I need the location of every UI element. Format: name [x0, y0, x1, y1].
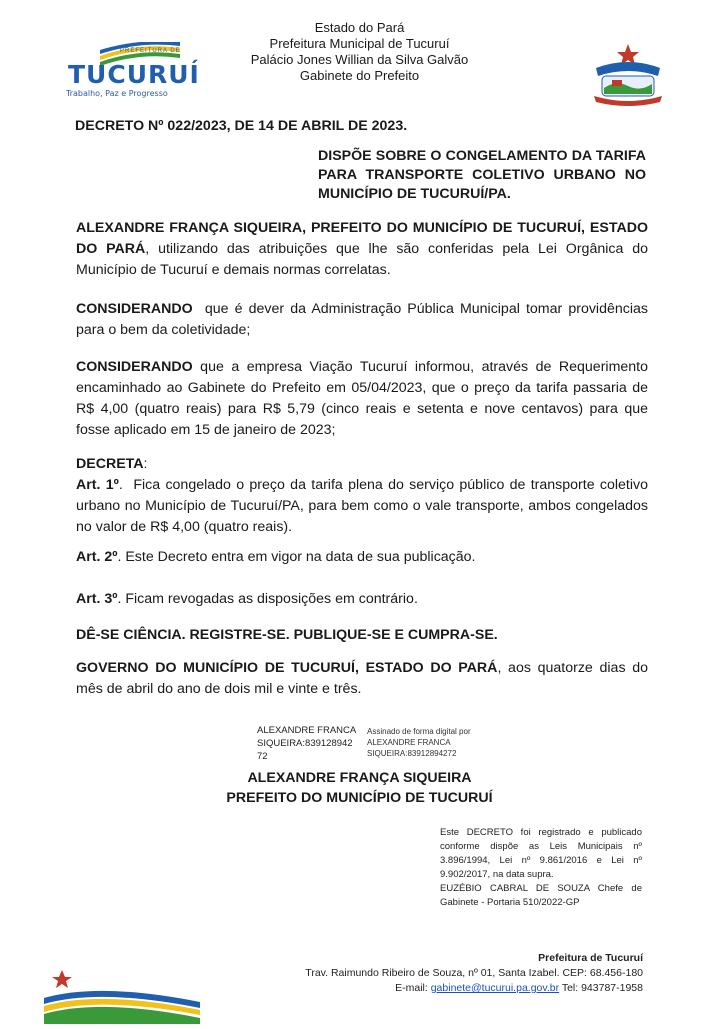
footer-email-link[interactable]: gabinete@tucurui.pa.gov.br: [430, 982, 560, 994]
footer-email-label: E-mail:: [395, 982, 431, 994]
article-1-text: . Fica congelado o preço da tarifa plena do serviço público de transporte coletivo urbano no Município de Tucuruí/PA, para bem como o vale transporte, ambos congelados no valor de R$ 4,00 (quatro reais).: [76, 477, 652, 535]
header-line-state: Estado do Pará: [314, 20, 405, 35]
signer-name: ALEXANDRE FRANÇA SIQUEIRA: [247, 770, 472, 786]
logo-word: TUCURUÍ: [68, 60, 200, 89]
article-3: [76, 589, 648, 610]
decreta-section: [76, 454, 652, 538]
closing-statement: DÊ-SE CIÊNCIA. REGISTRE-SE. PUBLIQUE-SE E CUMPRA-SE.: [76, 627, 498, 643]
registry-text: Este DECRETO foi registrado e publicado conforme dispõe as Leis Municipais nº 3.896/1994, Lei nº 9.861/2016 e Lei nº 9.902/2017, na data supra.: [440, 827, 642, 880]
coat-of-arms-icon: [588, 42, 668, 108]
footer-contact-line: [305, 981, 643, 996]
preamble-bold: ALEXANDRE FRANÇA SIQUEIRA, PREFEITO DO MUNICÍPIO DE TUCURUÍ, ESTADO DO PARÁ: [76, 220, 648, 257]
registry-note: [440, 826, 642, 910]
digital-signature-name: ALEXANDRE FRANCA SIQUEIRA:839128942 72: [257, 725, 356, 762]
decreta-colon: :: [143, 456, 148, 472]
article-3-text: . Ficam revogadas as disposições em contrário.: [117, 591, 418, 607]
government-bold: GOVERNO DO MUNICÍPIO DE TUCURUÍ, ESTADO DO PARÁ: [76, 660, 498, 676]
logo-tagline: Trabalho, Paz e Progresso: [66, 89, 168, 98]
tucurui-logo: [60, 42, 200, 102]
article-3-label: Art. 3º: [76, 591, 118, 607]
article-2-text: . Este Decreto entra em vigor na data de sua publicação.: [117, 549, 476, 565]
header-line-prefeitura: Prefeitura Municipal de Tucuruí: [269, 36, 450, 51]
preamble-paragraph: [76, 218, 648, 281]
signer-role: PREFEITO DO MUNICÍPIO DE TUCURUÍ: [226, 790, 493, 806]
decreta-label: DECRETA: [76, 456, 144, 472]
decree-title: DECRETO Nº 022/2023, DE 14 DE ABRIL DE 2023.: [75, 118, 408, 134]
footer-wave-icon: [40, 968, 200, 1024]
footer-address: Trav. Raimundo Ribeiro de Souza, nº 01, Santa Izabel. CEP: 68.456-180: [305, 967, 643, 979]
considerando-label-1: CONSIDERANDO: [76, 301, 193, 317]
header-line-gabinete: Gabinete do Prefeito: [299, 68, 420, 83]
considerando-paragraph-1: [76, 299, 652, 341]
digital-signature: [257, 724, 517, 766]
registry-signer: EUZÉBIO CABRAL DE SOUZA Chefe de Gabinete - Portaria 510/2022-GP: [440, 883, 642, 908]
footer-phone: Tel: 943787-1958: [559, 982, 643, 994]
footer-contact: [305, 951, 643, 996]
header-line-palacio: Palácio Jones Willian da Silva Galvão: [250, 52, 469, 67]
article-1-label: Art. 1º: [76, 477, 119, 493]
article-2-label: Art. 2º: [76, 549, 118, 565]
article-1: [76, 475, 652, 538]
considerando-text-2: que a empresa Viação Tucuruí informou, através de Requerimento encaminhado ao Gabinete do Prefeito em 05/04/2023, que o preço da tarifa passaria de R$ 4,00 (quatro reais) para R$ 5,79 (cinco reais e setenta e nove centavos) para que fosse aplicado em 15 de janeiro de 2023;: [76, 359, 648, 438]
government-text: , aos quatorze dias do mês de abril do ano de dois mil e vinte e três.: [76, 660, 648, 697]
preamble-text: , utilizando das atribuições que lhe são conferidas pela Lei Orgânica do Município de Tucuruí e demais normas correlatas.: [76, 241, 648, 278]
government-paragraph: [76, 658, 648, 700]
footer-name: Prefeitura de Tucuruí: [538, 952, 643, 964]
article-2: [76, 547, 648, 568]
considerando-label-2: CONSIDERANDO: [76, 359, 193, 375]
considerando-text-1: que é dever da Administração Pública Municipal tomar providências para o bem da coletividade;: [76, 301, 652, 338]
decree-ementa: DISPÕE SOBRE O CONGELAMENTO DA TARIFA PARA TRANSPORTE COLETIVO URBANO NO MUNICÍPIO DE TUCURUÍ/PA.: [318, 148, 646, 202]
municipal-seal: [588, 42, 668, 108]
considerando-paragraph-2: [76, 357, 648, 441]
digital-signature-note: Assinado de forma digital por ALEXANDRE FRANCA SIQUEIRA:83912894272: [367, 727, 471, 758]
footer-logo: [40, 968, 200, 1024]
logo-small-text: PREFEITURA DE: [120, 48, 181, 54]
